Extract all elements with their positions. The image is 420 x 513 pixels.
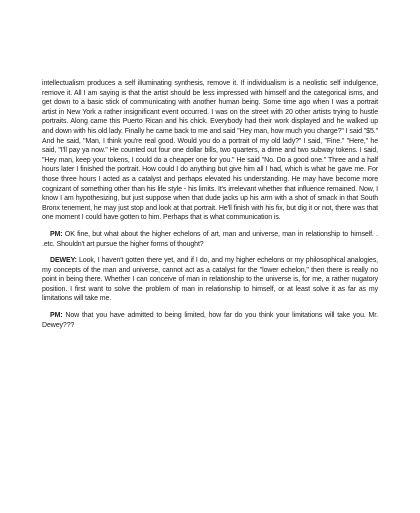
paragraph-pm-followup bbox=[42, 311, 378, 330]
speaker-label: PM: bbox=[50, 312, 63, 320]
speaker-label: DEWEY: bbox=[50, 257, 77, 265]
paragraph-narrative bbox=[42, 79, 378, 223]
paragraph-text: OK fine, but what about the higher echelons of art, man and universe, man in relationship to himself. . .etc. Shouldn't art pursue the higher forms of thought? bbox=[42, 230, 378, 248]
paragraph-text: intellectualism produces a self illuminating synthesis, remove it. If individualism is a neolistic self indulgence, remove it. All I am saying is that the artist should be less impressed with himself and the categorical isms, and get down to a basic stick of communicating with another human being. Some time ago when I was a portrait artist in New York a rather insignificant event occurred. I was on the street with 20 other artists trying to hustle portraits. Along came this Puerto Rican and his chick. Everybody had their work displayed and he walked up and down with his old lady. Finally he came back to me and said "Hey man, how much you charge?" I said "$5." And he said, "Man, I think you're real good. Would you do a portrait of my old lady?" I said, "Fine." "Here," he said, "I'll pay ya now." He counted out four one dollar bills, two quarters, a dime and two subway tokens. I said, "Hey man, keep your tokens, I could do a cheaper one for you." He said "No. Do a good one." Three and a half hours later I finished the portrait. How could I do anything but give him all I had, which is what he gave me. For those three hours I acted as a catalyst and perhaps elevated his understanding. He may have become more cognizant of something other than his life style - his limits. It's irrelevant whether that influence remained. Now, I know I am hypothesizing, but just suppose when that dude jacks up his arm with a shot of smack in that South Bronx tenement, he may just stop and look at that portrait. He'll finish with his fix, but dig it or not, there was that one moment I could have gotten to him. Perhaps that is what communication is. bbox=[42, 80, 378, 222]
document-page bbox=[42, 79, 378, 337]
paragraph-dewey-answer bbox=[42, 256, 378, 304]
paragraph-text: Look, I haven't gotten there yet, and if I do, and my higher echelons or my philosophical analogies, my concepts of the man and universe, cannot act as a catalyst for the "lower echelon," then there is really no point in being there. Whether I can conceive of man in relationship to the universe is, for me, a rather nugatory position. I first want to solve the problem of man in relationship to himself, or at least solve it as far as my limitations will take me. bbox=[42, 257, 378, 303]
paragraph-text: Now that you have admitted to being limited, how far do you think your limitations will take you. Mr. Dewey??? bbox=[42, 312, 378, 329]
paragraph-pm-question bbox=[42, 230, 378, 249]
speaker-label: PM: bbox=[50, 230, 63, 238]
